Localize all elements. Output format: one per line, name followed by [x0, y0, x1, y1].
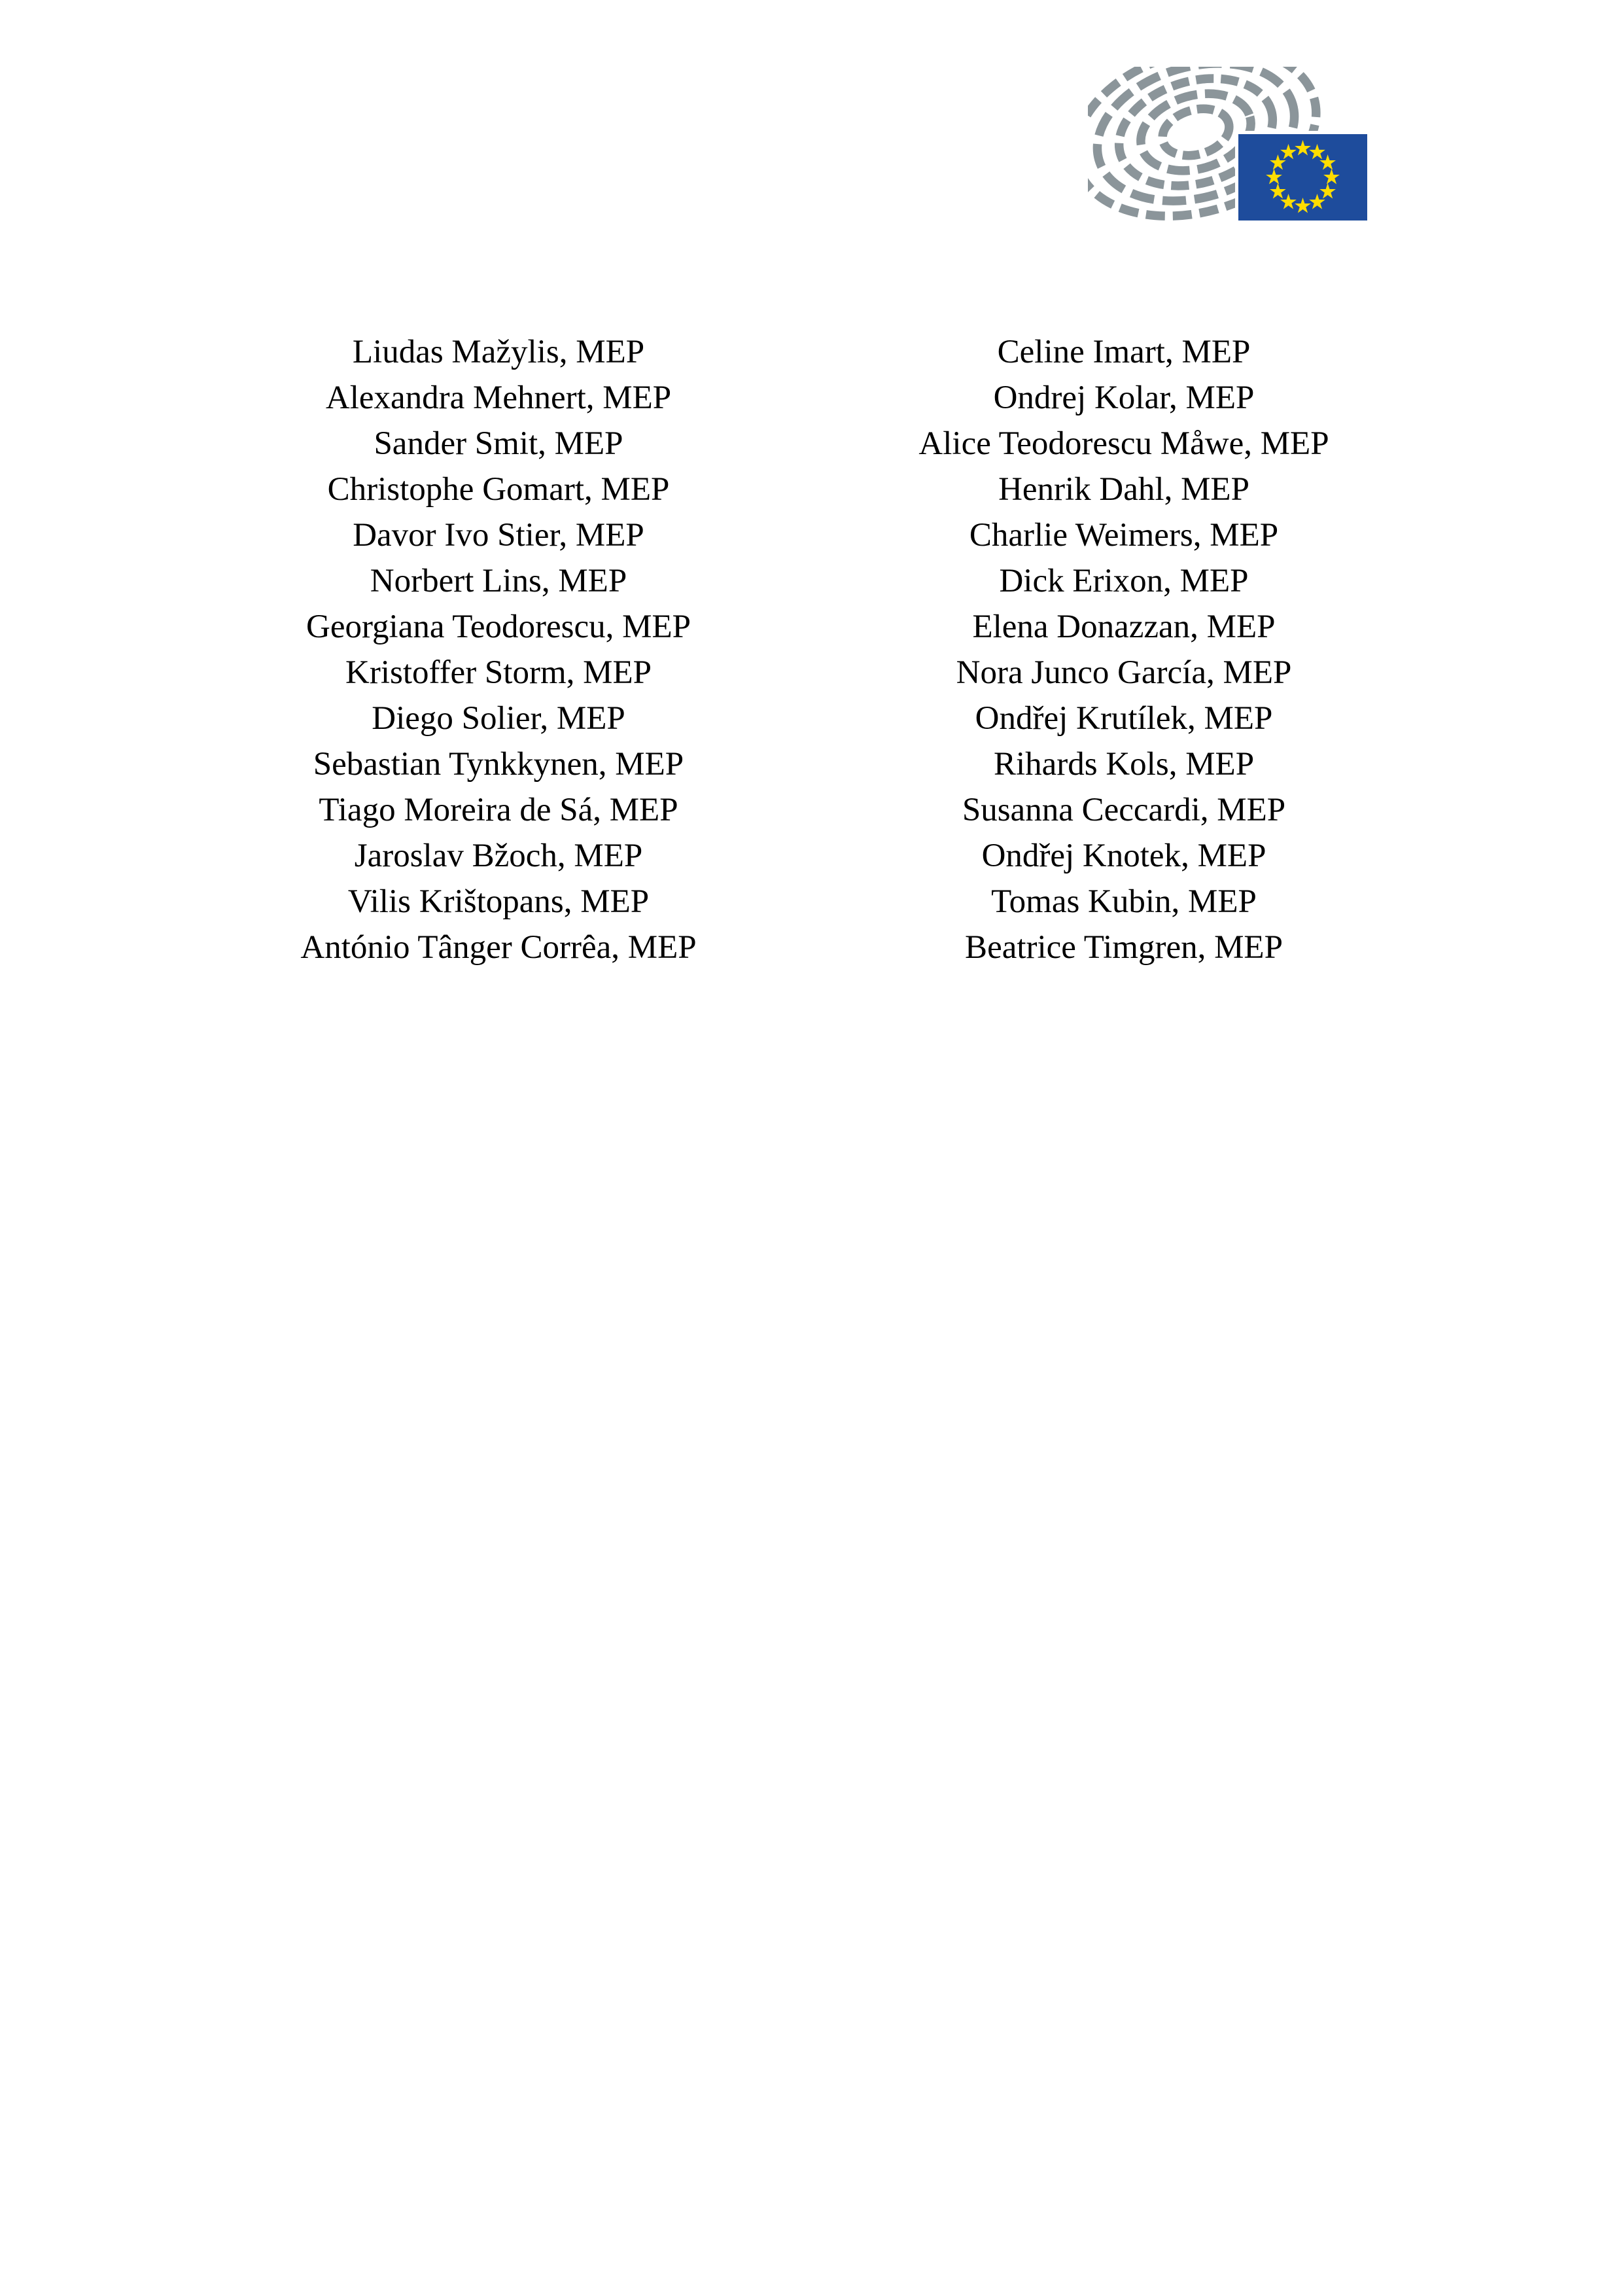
hemicycle-ring [1157, 101, 1235, 163]
signatory-name: António Tânger Corrêa, MEP [300, 929, 697, 966]
signatory-name: Charlie Weimers, MEP [969, 517, 1279, 554]
signatory-name: Davor Ivo Stier, MEP [353, 517, 644, 554]
signatory-name: Jaroslav Bžoch, MEP [354, 838, 643, 874]
signatory-name: Ondřej Krutílek, MEP [975, 700, 1273, 737]
signatory-name: Christophe Gomart, MEP [327, 471, 670, 508]
signatory-name: Ondrej Kolar, MEP [993, 380, 1255, 416]
signatory-name: Celine Imart, MEP [997, 334, 1251, 370]
signatory-name: Kristoffer Storm, MEP [345, 654, 652, 691]
signatory-name: Henrik Dahl, MEP [998, 471, 1249, 508]
signatory-name: Alice Teodorescu Måwe, MEP [918, 425, 1329, 462]
signatory-name: Sander Smit, MEP [374, 425, 623, 462]
signatory-name: Sebastian Tynkkynen, MEP [313, 746, 684, 783]
signatory-name: Rihards Kols, MEP [993, 746, 1255, 783]
signatory-name: Norbert Lins, MEP [370, 563, 627, 599]
signatory-name: Ondřej Knotek, MEP [981, 838, 1266, 874]
signatory-name: Elena Donazzan, MEP [972, 609, 1276, 645]
signatory-name: Vilis Krištopans, MEP [347, 883, 650, 920]
signatory-name: Tiago Moreira de Sá, MEP [319, 792, 678, 828]
signatory-name: Susanna Ceccardi, MEP [962, 792, 1286, 828]
european-parliament-logo [1088, 67, 1367, 221]
signatory-name: Alexandra Mehnert, MEP [325, 380, 672, 416]
signatory-list [186, 329, 1437, 970]
european-parliament-logo-svg [1088, 67, 1367, 221]
signatory-name: Dick Erixon, MEP [999, 563, 1249, 599]
signatory-name: Diego Solier, MEP [372, 700, 625, 737]
signatory-name: Tomas Kubin, MEP [991, 883, 1257, 920]
signatory-name: Liudas Mažylis, MEP [352, 334, 645, 370]
signatory-name: Beatrice Timgren, MEP [965, 929, 1283, 966]
signatory-name: Georgiana Teodorescu, MEP [306, 609, 691, 645]
signatory-name: Nora Junco García, MEP [956, 654, 1292, 691]
